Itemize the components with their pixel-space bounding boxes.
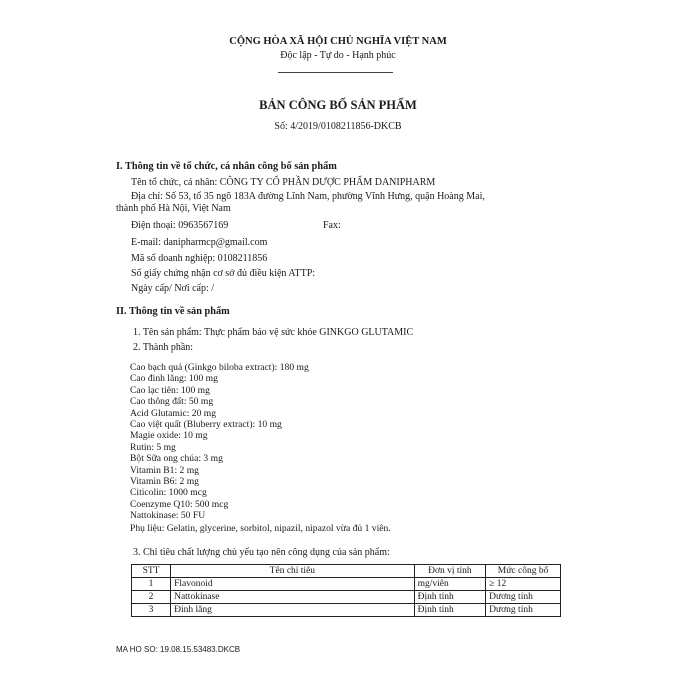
fax: Fax: [323, 220, 341, 231]
ingredient-item: Nattokinase: 50 FU [130, 510, 206, 522]
table-header-row [132, 565, 561, 578]
table-cell: Dương tính [486, 604, 561, 617]
ingredient-item: Vitamin B6: 2 mg [130, 476, 199, 487]
table-cell: Định tính [414, 604, 486, 617]
section-2-heading: II. Thông tin về sản phẩm [116, 306, 230, 317]
product-name: 1. Tên sản phẩm: Thực phẩm bảo vệ sức khỏe GINKGO GLUTAMIC [133, 327, 414, 338]
excipients: Phụ liệu: Gelatin, glycerine, sorbitol, nipazil, nipazol vừa đủ 1 viên. [130, 523, 391, 534]
ingredient-item: Acid Glutamic: 20 mg [130, 407, 217, 419]
table-cell: Flavonoid [171, 578, 415, 591]
table-row [132, 591, 561, 604]
table-header-cell: Tên chỉ tiêu [171, 565, 415, 578]
ingredient-item: Cao việt quất (Bluberry extract): 10 mg [130, 419, 282, 430]
ingredient-item: Coenzyme Q10: 500 mcg [130, 498, 229, 510]
file-code: MA HO SO: 19.08.15.53483.DKCB [116, 645, 241, 654]
country-name: CỘNG HÒA XÃ HỘI CHỦ NGHĨA VIỆT NAM [229, 36, 447, 47]
table-cell: 2 [132, 591, 171, 604]
ingredient-item: Cao thông đất: 50 mg [130, 396, 214, 408]
ingredient-item: Vitamin B1: 2 mg [130, 464, 199, 476]
table-cell: Nattokinase [171, 591, 415, 604]
table-header-cell: Mức công bố [486, 565, 561, 578]
ingredient-item: Citicolin: 1000 mcg [130, 487, 207, 499]
ingredient-item: Magie oxide: 10 mg [130, 430, 208, 442]
ingredient-item: Bột Sữa ong chúa: 3 mg [130, 453, 223, 465]
table-row [132, 604, 561, 617]
ingredient-item: Cao đinh lăng: 100 mg [130, 373, 218, 385]
table-cell: 1 [132, 578, 171, 591]
section-1-heading: I. Thông tin về tổ chức, cá nhân công bố sản phẩm [116, 161, 337, 172]
composition-heading: 2. Thành phần: [133, 342, 194, 353]
motto-underline [278, 72, 393, 73]
document-number: Số: 4/2019/0108211856-DKCB [274, 121, 402, 132]
quality-heading: 3. Chỉ tiêu chất lượng chủ yếu tạo nên công dụng của sản phẩm: [133, 547, 390, 558]
table-cell: Định tính [414, 591, 486, 604]
tax-code: Mã số doanh nghiệp: 0108211856 [131, 253, 268, 264]
table-row [132, 578, 561, 591]
phone: Điện thoại: 0963567169 [131, 220, 229, 231]
ingredient-item: Rutin: 5 mg [130, 441, 176, 453]
address-line-1: Địa chỉ: Số 53, tổ 35 ngõ 183A đường Lĩnh Nam, phường Vĩnh Hưng, quận Hoàng Mai, [131, 191, 485, 202]
ingredient-item: Cao lạc tiên: 100 mg [130, 384, 210, 396]
table-cell: ≥ 12 [486, 578, 561, 591]
address-line-2: thành phố Hà Nội, Việt Nam [116, 203, 231, 214]
food-safety-cert: Số giấy chứng nhận cơ sở đủ điều kiện ATTP: [131, 268, 316, 279]
table-cell: mg/viên [414, 578, 486, 591]
email: E-mail: danipharmcp@gmail.com [131, 237, 268, 248]
table-cell: Dương tính [486, 591, 561, 604]
document-title: BẢN CÔNG BỐ SẢN PHẨM [259, 98, 417, 112]
table-header-cell: Đơn vị tính [414, 565, 486, 578]
org-name: Tên tổ chức, cá nhân: CÔNG TY CỔ PHẦN DƯỢC PHẨM DANIPHARM [131, 177, 436, 188]
table-cell: 3 [132, 604, 171, 617]
ingredient-item: Cao bạch quả (Ginkgo biloba extract): 180 mg [130, 362, 309, 373]
quality-table [131, 564, 561, 617]
issued-date-place: Ngày cấp/ Nơi cấp: / [131, 283, 215, 294]
national-motto: Độc lập - Tự do - Hạnh phúc [280, 50, 396, 61]
table-header-cell: STT [132, 565, 171, 578]
table-cell: Đinh lăng [171, 604, 415, 617]
